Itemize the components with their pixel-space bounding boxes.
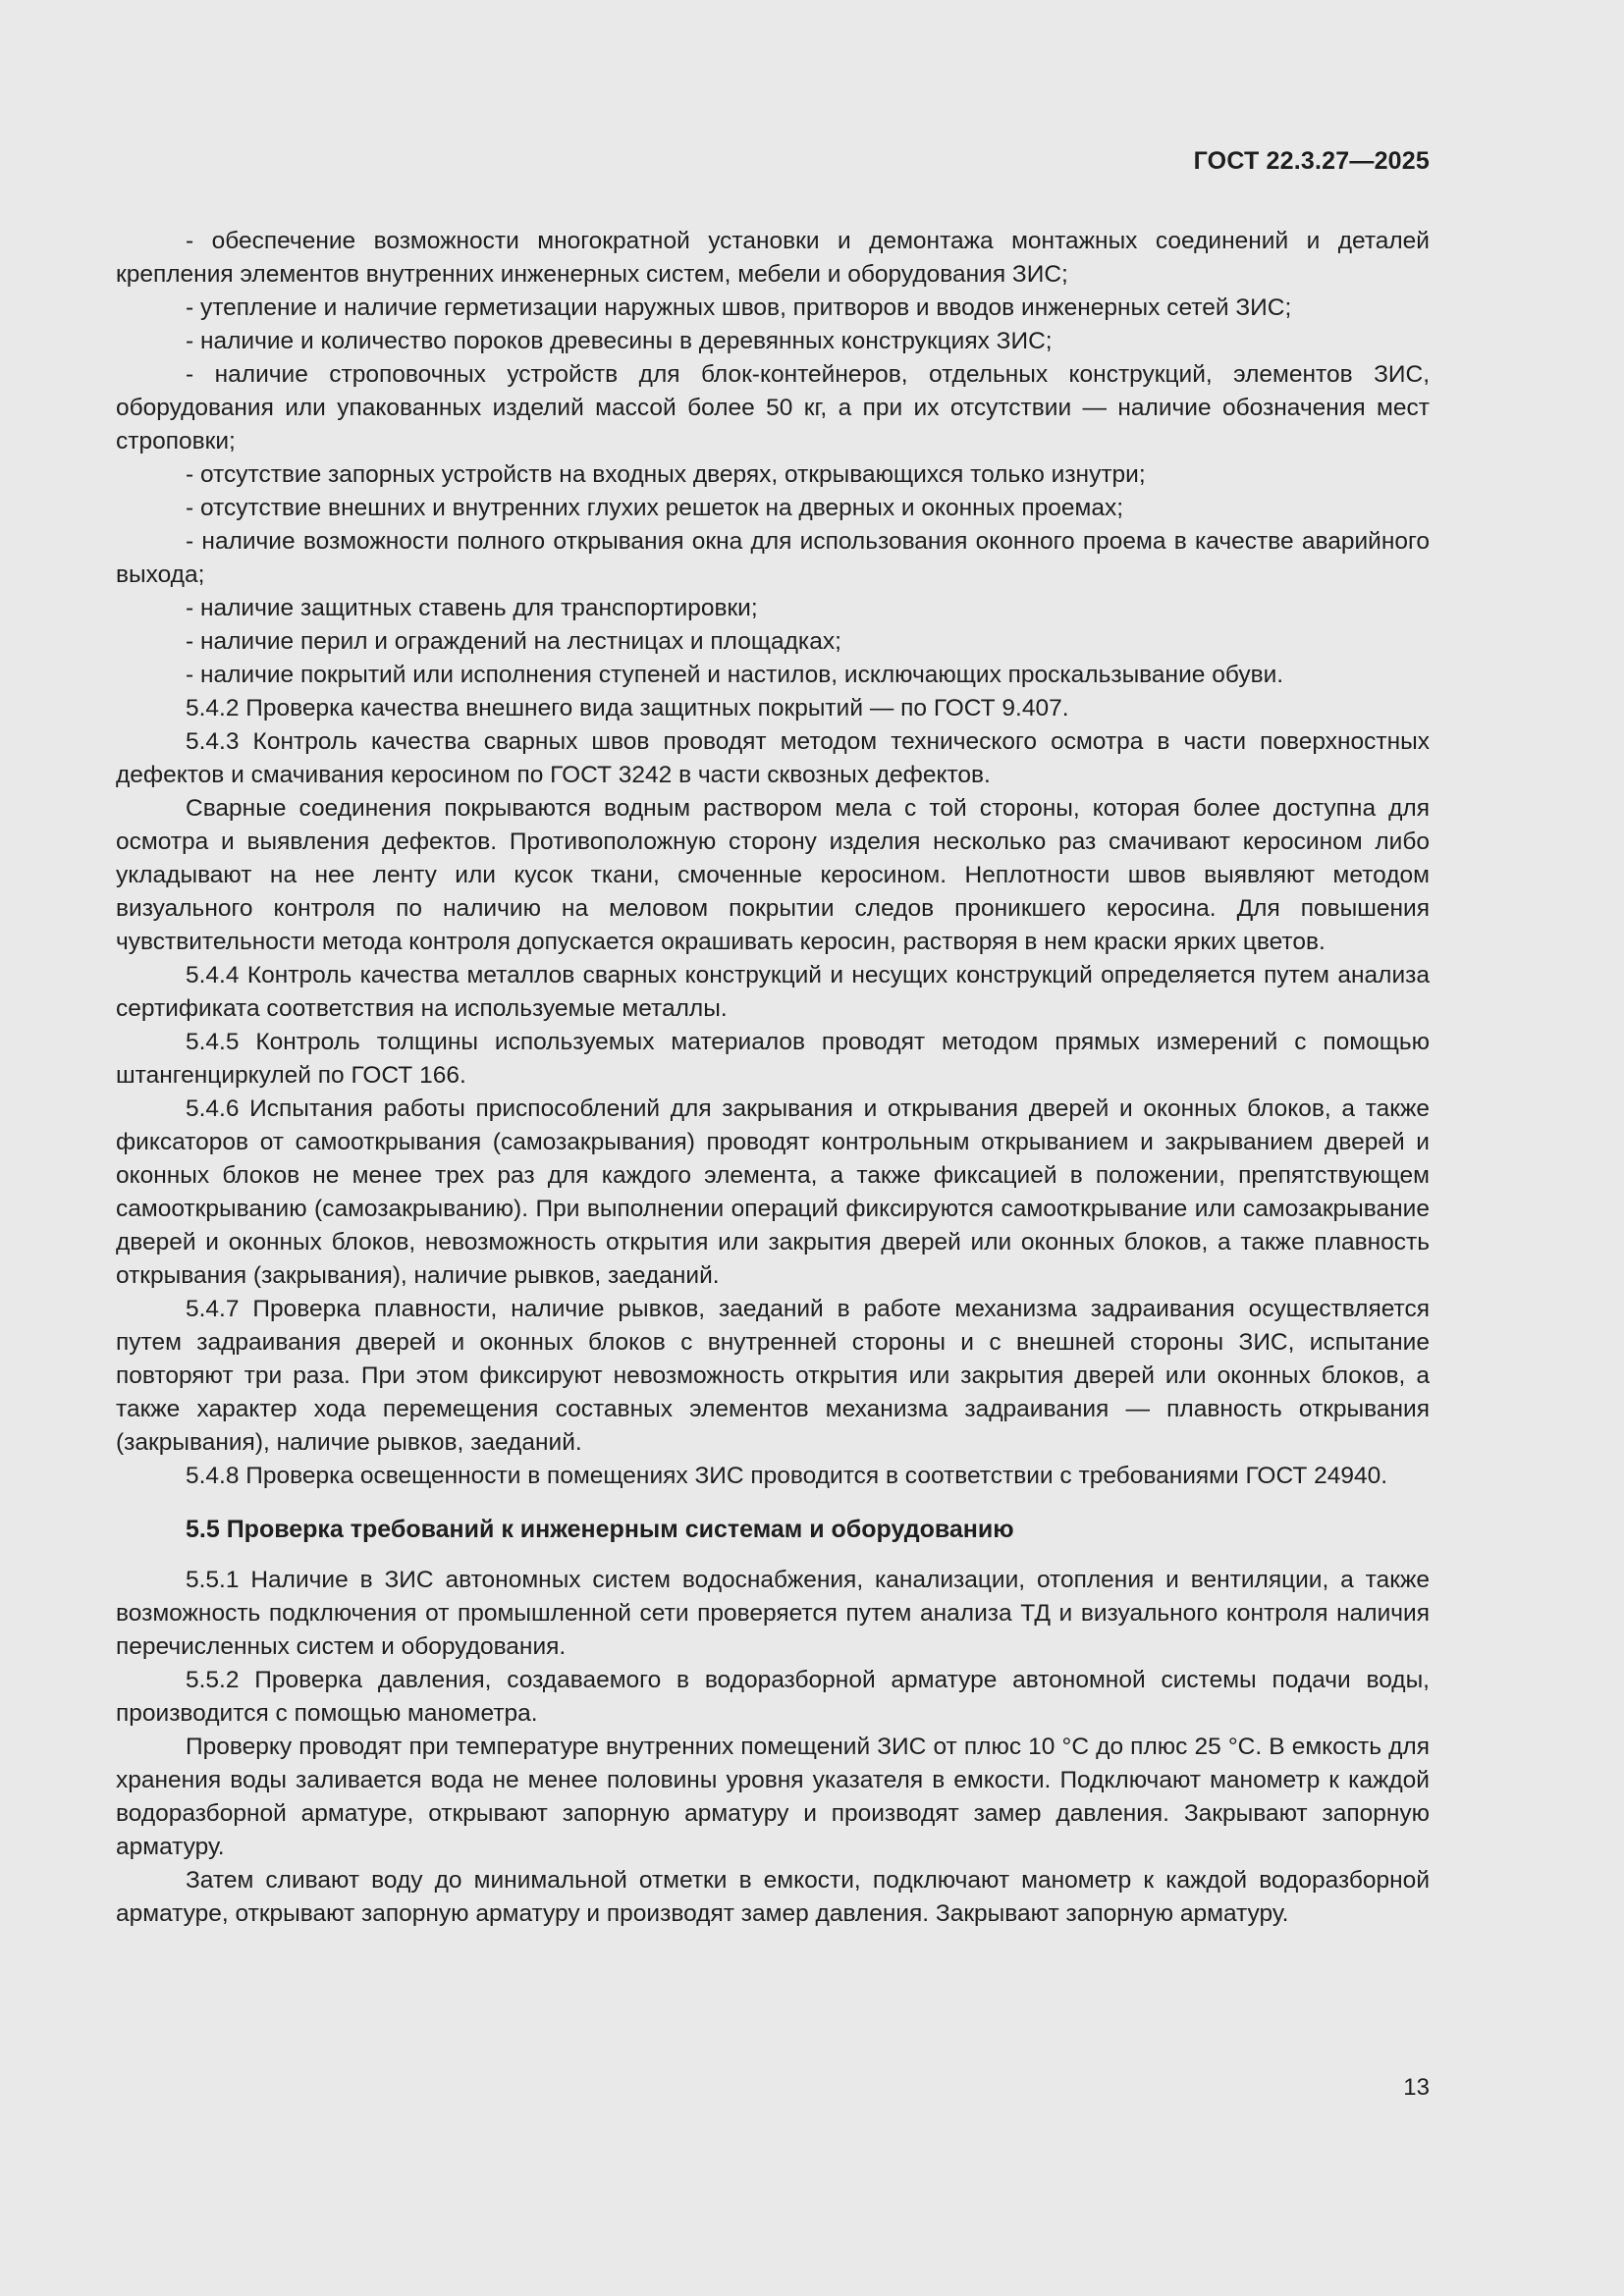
list-item: - отсутствие запорных устройств на входных дверях, открывающихся только изнутри; bbox=[186, 461, 1146, 488]
list-item: - наличие покрытий или исполнения ступеней и настилов, исключающих проскальзывание обуви. bbox=[186, 662, 1284, 688]
section-heading-5-5: 5.5 Проверка требований к инженерным системам и оборудованию bbox=[186, 1516, 1014, 1543]
list-item: - наличие защитных ставень для транспортировки; bbox=[186, 595, 758, 621]
clause-5-5-1: 5.5.1 Наличие в ЗИС автономных систем водоснабжения, канализации, отопления и вентиляции, а также возможность подключения от промышленной сети проверяется путем анализа ТД и визуального контроля наличия перечисленных систем и оборудования. bbox=[116, 1567, 1430, 1660]
clause-5-4-5: 5.4.5 Контроль толщины используемых материалов проводят методом прямых измерений с помощью штангенциркулей по ГОСТ 166. bbox=[116, 1029, 1430, 1089]
document-body bbox=[116, 225, 1430, 1931]
paragraph-test-conditions: Проверку проводят при температуре внутренних помещений ЗИС от плюс 10 °С до плюс 25 °С. В емкость для хранения воды заливается вода не менее половины уровня указателя в емкости. Подключают манометр к каждой водоразборной арматуре, открывают запорную арматуру и производят замер давления. Закрывают запорную арматуру. bbox=[116, 1734, 1430, 1860]
clause-5-4-7: 5.4.7 Проверка плавности, наличие рывков, заеданий в работе механизма задраивания осуществляется путем задраивания дверей и оконных блоков с внутренней стороны и с внешней стороны ЗИС, испытание повторяют три раза. При этом фиксируют невозможность открытия или закрытия дверей или оконных блоков, а также характер хода перемещения составных элементов механизма задраивания — плавность открывания (закрывания), наличие рывков, заеданий. bbox=[116, 1296, 1430, 1456]
paragraph-drain-procedure: Затем сливают воду до минимальной отметки в емкости, подключают манометр к каждой водоразборной арматуре, открывают запорную арматуру и производят замер давления. Закрывают запорную арматуру. bbox=[116, 1867, 1430, 1927]
list-item: - наличие строповочных устройств для блок-контейнеров, отдельных конструкций, элементов ЗИС, оборудования или упакованных изделий массой более 50 кг, а при их отсутствии — наличие обозначения мест строповки; bbox=[116, 361, 1430, 454]
clause-5-4-8: 5.4.8 Проверка освещенности в помещениях ЗИС проводится в соответствии с требованиями ГОСТ 24940. bbox=[186, 1463, 1388, 1489]
document-code-header: ГОСТ 22.3.27—2025 bbox=[1193, 147, 1430, 175]
list-item: - наличие возможности полного открывания окна для использования оконного проема в качестве аварийного выхода; bbox=[116, 528, 1430, 588]
paragraph-group-after bbox=[116, 1564, 1430, 1931]
list-item: - наличие и количество пороков древесины в деревянных конструкциях ЗИС; bbox=[186, 328, 1053, 354]
paragraph-welds: Сварные соединения покрываются водным раствором мела с той стороны, которая более доступна для осмотра и выявления дефектов. Противоположную сторону изделия несколько раз смачивают керосином либо укладывают на нее ленту или кусок ткани, смоченные керосином. Неплотности швов выявляют методом визуального контроля по наличию на меловом покрытии следов проникшего керосина. Для повышения чувствительности метода контроля допускается окрашивать керосин, растворяя в нем краски ярких цветов. bbox=[116, 795, 1430, 955]
paragraph-group-before bbox=[116, 225, 1430, 1493]
list-item: - наличие перил и ограждений на лестницах и площадках; bbox=[186, 628, 841, 655]
list-item: - утепление и наличие герметизации наружных швов, притворов и вводов инженерных сетей ЗИС; bbox=[186, 294, 1292, 321]
clause-5-4-4: 5.4.4 Контроль качества металлов сварных конструкций и несущих конструкций определяется путем анализа сертификата соответствия на используемые металлы. bbox=[116, 962, 1430, 1022]
clause-5-5-2: 5.5.2 Проверка давления, создаваемого в водоразборной арматуре автономной системы подачи воды, производится с помощью манометра. bbox=[116, 1667, 1430, 1727]
clause-5-4-2: 5.4.2 Проверка качества внешнего вида защитных покрытий — по ГОСТ 9.407. bbox=[186, 695, 1069, 721]
clause-5-4-3: 5.4.3 Контроль качества сварных швов проводят методом технического осмотра в части поверхностных дефектов и смачивания керосином по ГОСТ 3242 в части сквозных дефектов. bbox=[116, 728, 1430, 788]
clause-5-4-6: 5.4.6 Испытания работы приспособлений для закрывания и открывания дверей и оконных блоков, а также фиксаторов от самооткрывания (самозакрывания) проводят контрольным открыванием и закрыванием дверей и оконных блоков не менее трех раз для каждого элемента, а также фиксацией в положении, препятствующем самооткрыванию (самозакрыванию). При выполнении операций фиксируются самооткрывание или самозакрывание дверей и оконных блоков, невозможность открытия или закрытия дверей или оконных блоков, а также плавность открывания (закрывания), наличие рывков, заеданий. bbox=[116, 1095, 1430, 1289]
list-item: - отсутствие внешних и внутренних глухих решеток на дверных и оконных проемах; bbox=[186, 495, 1124, 521]
list-item: - обеспечение возможности многократной установки и демонтажа монтажных соединений и деталей крепления элементов внутренних инженерных систем, мебели и оборудования ЗИС; bbox=[116, 228, 1430, 288]
page-number: 13 bbox=[1403, 2074, 1430, 2101]
